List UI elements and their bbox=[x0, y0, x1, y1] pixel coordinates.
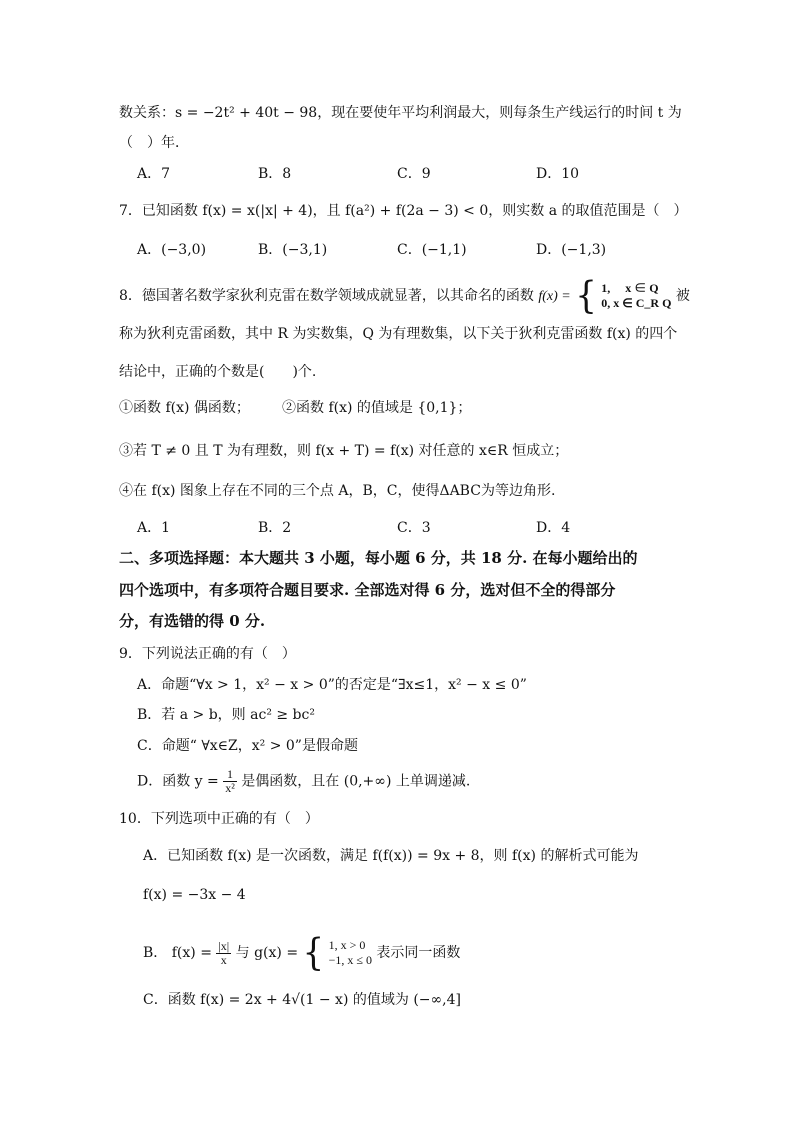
g-case-nonpositive: −1, x ≤ 0 bbox=[328, 953, 372, 967]
q9-stem: 9．下列说法正确的有（ ） bbox=[119, 646, 296, 662]
q10-option-a-line1: A．已知函数 f(x) 是一次函数，满足 f(f(x)) = 9x + 8，则 f(x) 的解析式可能为 bbox=[143, 848, 639, 864]
dirichlet-brace: { bbox=[575, 274, 597, 318]
q6-option-a: A．7 bbox=[137, 166, 171, 182]
q9-option-d bbox=[137, 768, 470, 795]
q10-option-c: C．函数 f(x) = 2x + 4√(1 − x) 的值域为 (−∞,4] bbox=[143, 992, 461, 1008]
q9-option-a: A．命题“∀x > 1，x² − x > 0”的否定是“∃x≤1，x² − x ≤ 0” bbox=[137, 677, 527, 693]
q9-fraction-num: 1 bbox=[223, 768, 237, 782]
g-brace: { bbox=[302, 931, 325, 975]
dirichlet-case-rational: 1, x ∈ Q bbox=[601, 281, 659, 295]
q10b-fraction-den: x bbox=[220, 952, 227, 967]
dirichlet-cases bbox=[601, 281, 671, 311]
dirichlet-case-irrational: 0, x ∈ C_R Q bbox=[601, 296, 672, 310]
q10-option-b-part2: 与 g(x) = bbox=[235, 945, 299, 961]
dirichlet-lhs: f(x) = bbox=[538, 289, 571, 304]
q9-option-c: C．命题“ ∀x∈Z，x² > 0”是假命题 bbox=[137, 738, 358, 754]
g-case-positive: 1, x > 0 bbox=[328, 938, 366, 952]
q6-text-line1: 数关系：s = −2t² + 40t − 98，现在要使年平均利润最大，则每条生产线运行的时间 t 为 bbox=[119, 105, 682, 121]
q10-option-b-part1: B． f(x) = bbox=[143, 945, 212, 961]
q8-stem-line1 bbox=[119, 274, 690, 318]
q10b-fraction-num: |x| bbox=[218, 938, 230, 953]
q9-option-b: B．若 a > b，则 ac² ≥ bc² bbox=[137, 707, 315, 723]
q6-text-line2: （ ）年． bbox=[119, 135, 189, 151]
q8-stem-line3: 结论中，正确的个数是( )个. bbox=[119, 364, 317, 380]
g-cases bbox=[329, 938, 372, 968]
q10-option-b-part3: 表示同一函数 bbox=[376, 945, 461, 961]
q8-statement-1: ①函数 f(x) 偶函数； bbox=[119, 400, 250, 416]
q8-option-c: C．3 bbox=[397, 520, 431, 536]
q7-option-a: A．(−3,0) bbox=[137, 242, 207, 258]
q10-option-a-line2: f(x) = −3x − 4 bbox=[143, 887, 246, 903]
q7-option-b: B．(−3,1) bbox=[258, 242, 328, 258]
q10b-fraction bbox=[216, 940, 231, 967]
q8-stem-part2: 被 bbox=[675, 288, 690, 304]
section-2-heading-line3: 分，有选错的得 0 分. bbox=[119, 612, 266, 630]
q8-statement-3: ③若 T ≠ 0 且 T 为有理数，则 f(x + T) = f(x) 对任意的 x∈R 恒成立； bbox=[119, 443, 569, 459]
q6-option-d: D．10 bbox=[536, 166, 580, 182]
q7-option-c: C．(−1,1) bbox=[397, 242, 467, 258]
q8-stem-part1: 8．德国著名数学家狄利克雷在数学领域成就显著，以其命名的函数 bbox=[119, 288, 534, 304]
q8-statement-4: ④在 f(x) 图象上存在不同的三个点 A，B，C，使得ΔABC为等边角形. bbox=[119, 483, 556, 499]
q7-option-d: D．(−1,3) bbox=[536, 242, 607, 258]
q8-statement-2: ②函数 f(x) 的值域是 {0,1}； bbox=[282, 400, 472, 416]
q9-option-d-part2: 是偶函数，且在 (0,+∞) 上单调递减. bbox=[241, 773, 471, 790]
q9-fraction-den: x² bbox=[225, 781, 235, 795]
q8-option-d: D．4 bbox=[536, 520, 571, 536]
q8-option-a: A．1 bbox=[137, 520, 171, 536]
q9-fraction bbox=[223, 768, 237, 795]
q10-stem: 10．下列选项中正确的有（ ） bbox=[119, 811, 319, 827]
q6-option-b: B．8 bbox=[258, 166, 292, 182]
section-2-heading-line1: 二、多项选择题：本大题共 3 小题，每小题 6 分，共 18 分. 在每小题给出的 bbox=[119, 549, 638, 567]
q9-option-d-part1: D．函数 y = bbox=[137, 773, 219, 790]
q8-option-b: B．2 bbox=[258, 520, 292, 536]
section-2-heading-line2: 四个选项中，有多项符合题目要求. 全部选对得 6 分，选对但不全的得部分 bbox=[119, 581, 616, 599]
q10-option-b bbox=[143, 931, 461, 975]
q7-stem: 7．已知函数 f(x) = x(|x| + 4)，且 f(a²) + f(2a − 3) < 0，则实数 a 的取值范围是（ ） bbox=[119, 203, 688, 219]
q8-stem-line2: 称为狄利克雷函数，其中 R 为实数集，Q 为有理数集，以下关于狄利克雷函数 f(x) 的四个 bbox=[119, 326, 678, 342]
q6-option-c: C．9 bbox=[397, 166, 431, 182]
